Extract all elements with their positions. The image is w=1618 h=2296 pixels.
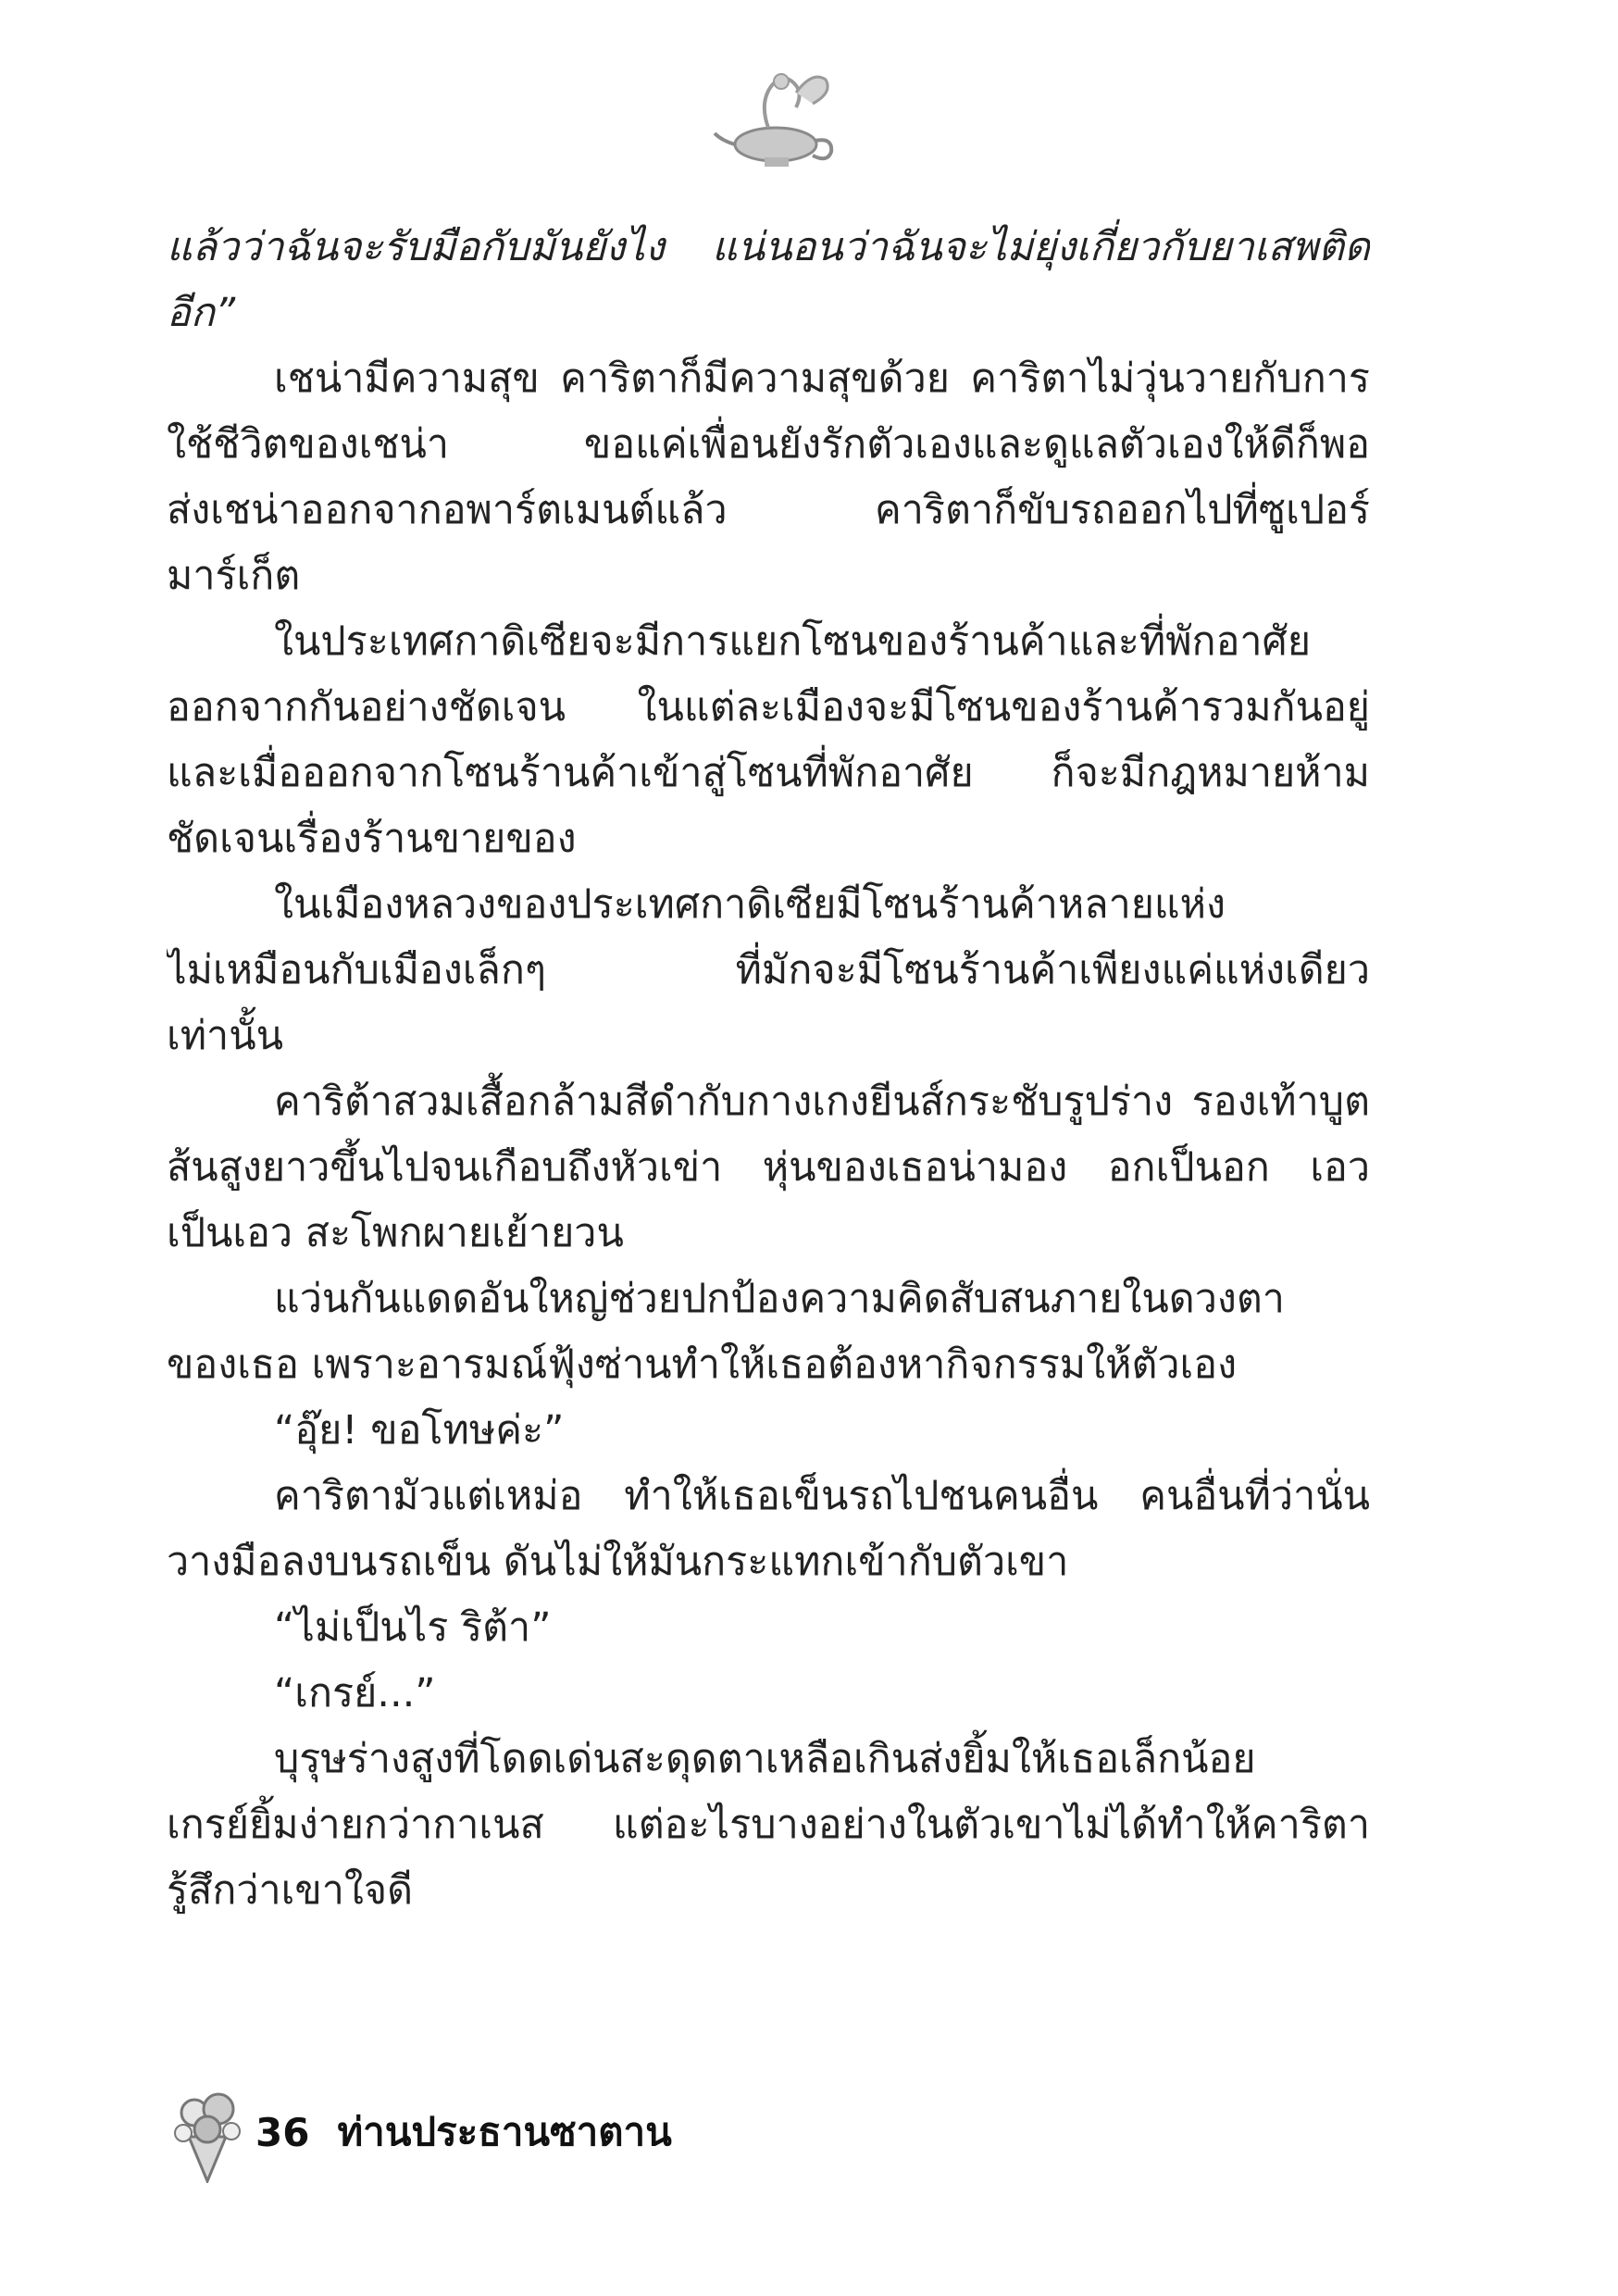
text-line: แว่นกันแดดอันใหญ่ช่วยปกป้องความคิดสับสนภายในดวงตา xyxy=(274,1276,1285,1322)
page-number: 36 xyxy=(255,2109,310,2155)
text-line: ในเมืองหลวงของประเทศกาดิเซียมีโซนร้านค้าหลายแห่ง xyxy=(274,881,1226,928)
text-line: ส้นสูงยาวขึ้นไปจนเกือบถึงหัวเข่า หุ่นของเธอน่ามอง อกเป็นอก เอว xyxy=(167,1144,1370,1191)
text-line: ใช้ชีวิตของเชน่า ขอแค่เพื่อนยังรักตัวเองและดูแลตัวเองให้ดีก็พอ xyxy=(167,421,1370,468)
page-footer xyxy=(167,2081,672,2183)
text-line: เกรย์ยิ้มง่ายกว่ากาเนส แต่อะไรบางอย่างในตัวเขาไม่ได้ทำให้คาริตา xyxy=(167,1802,1370,1848)
text-line: ส่งเชน่าออกจากอพาร์ตเมนต์แล้ว คาริตาก็ขับรถออกไปที่ซูเปอร์ xyxy=(167,487,1370,533)
text-line: ในประเทศกาดิเซียจะมีการแยกโซนของร้านค้าและที่พักอาศัย xyxy=(274,618,1312,665)
text-line: ออกจากกันอย่างชัดเจน ในแต่ละเมืองจะมีโซนของร้านค้ารวมกันอยู่ xyxy=(167,684,1370,730)
text-line: เชน่ามีความสุข คาริตาก็มีความสุขด้วย คาริตาไม่วุ่นวายกับการ xyxy=(274,356,1370,402)
text-line: บุรุษร่างสูงที่โดดเด่นสะดุดตาเหลือเกินส่งยิ้มให้เธอเล็กน้อย xyxy=(274,1736,1256,1782)
lamp-ornament-icon xyxy=(703,56,842,176)
text-line: เท่านั้น xyxy=(167,1013,283,1059)
text-line: แล้วว่าฉันจะรับมือกับมันยังไง แน่นอนว่าฉันจะไม่ยุ่งเกี่ยวกับยาเสพติด xyxy=(167,224,1370,270)
text-line: ของเธอ เพราะอารมณ์ฟุ้งซ่านทำให้เธอต้องหากิจกรรมให้ตัวเอง xyxy=(167,1341,1238,1388)
text-line: คาริตามัวแต่เหม่อ ทำให้เธอเข็นรถไปชนคนอื่น คนอื่นที่ว่านั่น xyxy=(274,1473,1370,1519)
text-line: คาริต้าสวมเสื้อกล้ามสีดำกับกางเกงยีนส์กระชับรูปร่าง รองเท้าบูต xyxy=(274,1079,1370,1125)
text-line: ชัดเจนเรื่องร้านขายของ xyxy=(167,816,577,862)
body-text xyxy=(167,215,1370,1924)
text-line: มาร์เก็ต xyxy=(167,553,301,599)
text-line: และเมื่อออกจากโซนร้านค้าเข้าสู่โซนที่พักอาศัย ก็จะมีกฎหมายห้าม xyxy=(167,750,1370,796)
flower-bouquet-icon xyxy=(167,2081,248,2183)
text-line: เป็นเอว สะโพกผายเย้ายวน xyxy=(167,1210,624,1256)
text-line: “อุ๊ย! ขอโทษค่ะ” xyxy=(274,1407,565,1454)
book-title: ท่านประธานซาตาน xyxy=(337,2109,672,2154)
text-line: วางมือลงบนรถเข็น ดันไม่ให้มันกระแทกเข้ากับตัวเขา xyxy=(167,1539,1069,1585)
text-line: รู้สึกว่าเขาใจดี xyxy=(167,1867,414,1914)
text-line: “เกรย์...” xyxy=(274,1670,436,1716)
text-line: อีก” xyxy=(167,290,236,336)
text-line: “ไม่เป็นไร ริต้า” xyxy=(274,1604,552,1651)
text-line: ไม่เหมือนกับเมืองเล็กๆ ที่มักจะมีโซนร้านค้าเพียงแค่แห่งเดียว xyxy=(167,947,1370,993)
